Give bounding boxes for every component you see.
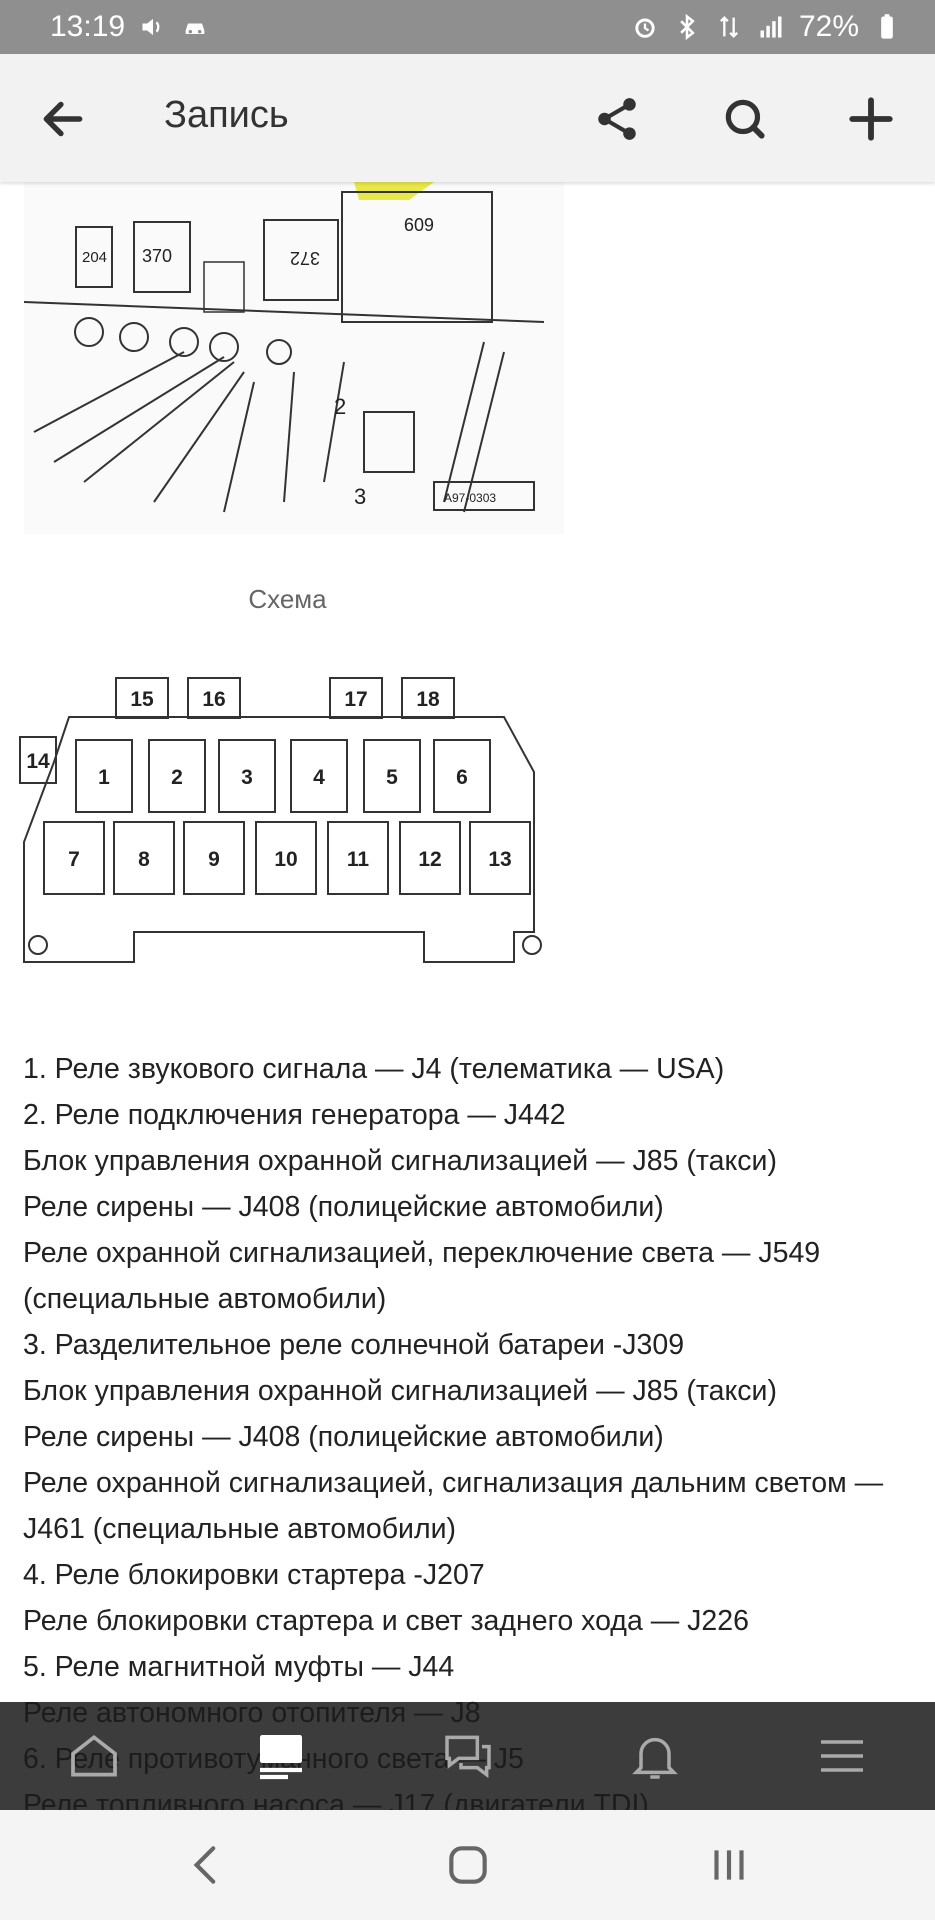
relay-box-photo [24, 182, 564, 534]
bottom-navigation [0, 1702, 935, 1810]
relay-description-list [23, 1046, 903, 1812]
photo-label-370: 370 [142, 246, 173, 266]
schema-tab-15: 15 [130, 688, 154, 711]
text-line: 3. Разделительное реле солнечной батареи -J309 [23, 1329, 685, 1361]
schema-slot-3: 3 [241, 766, 253, 789]
status-time: 13:19 [50, 10, 126, 43]
share-icon[interactable] [592, 94, 642, 144]
nav-chat[interactable] [438, 1726, 498, 1786]
plus-icon[interactable] [846, 94, 896, 144]
text-line: Блок управления охранной сигнализацией — J85 (такси) [23, 1145, 777, 1177]
schema-slot-5: 5 [386, 766, 398, 789]
signal-icon [757, 13, 785, 41]
status-bar [0, 0, 935, 54]
text-line: Реле охранной сигнализацией, сигнализация дальним светом — J461 (специальные автомобили) [23, 1467, 884, 1545]
text-line: 5. Реле магнитной муфты — J44 [23, 1651, 455, 1683]
status-bar-left [50, 10, 209, 44]
nav-feed[interactable] [251, 1726, 311, 1786]
schema-tab-18: 18 [416, 688, 440, 711]
photo-label-372: 372 [289, 248, 320, 268]
figure-caption: Схема [248, 584, 327, 614]
photo-label-204: 204 [82, 249, 108, 266]
schema-slot-8: 8 [138, 848, 150, 871]
schema-slot-6: 6 [456, 766, 468, 789]
app-bar [0, 54, 935, 182]
system-home-icon[interactable] [443, 1840, 493, 1890]
text-line: 1. Реле звукового сигнала — J4 (телематика — USA) [23, 1053, 725, 1085]
schema-slot-13: 13 [488, 848, 512, 871]
schema-slot-10: 10 [274, 848, 298, 871]
schema-slot-1: 1 [98, 766, 110, 789]
system-recents-icon[interactable] [704, 1840, 754, 1890]
bell-icon [627, 1728, 683, 1784]
data-arrows-icon [715, 13, 743, 41]
system-back-icon[interactable] [182, 1840, 232, 1890]
system-navigation-bar [0, 1810, 935, 1920]
schema-slot-4: 4 [313, 766, 325, 789]
schema-tab-17: 17 [344, 688, 368, 711]
schema-tab-14: 14 [26, 750, 50, 773]
schema-slot-11: 11 [346, 848, 370, 871]
text-line: Блок управления охранной сигнализацией — J85 (такси) [23, 1375, 777, 1407]
photo-label-code: A97-0303 [444, 491, 497, 505]
schema-slot-7: 7 [68, 848, 80, 871]
nav-menu[interactable] [812, 1726, 872, 1786]
status-bar-right [631, 10, 901, 44]
text-line: Реле сирены — J408 (полицейские автомобили) [23, 1191, 664, 1223]
alarm-icon [631, 13, 659, 41]
home-icon [66, 1728, 122, 1784]
post-content [0, 182, 935, 1812]
chat-icon [440, 1728, 496, 1784]
volume-icon [139, 13, 167, 41]
text-line: Реле охранной сигнализацией, переключение света — J549 (специальные автомобили) [23, 1237, 821, 1315]
photo-label-2: 2 [334, 394, 347, 419]
menu-icon [814, 1728, 870, 1784]
back-arrow-icon[interactable] [38, 94, 88, 144]
text-line: Реле сирены — J408 (полицейские автомобили) [23, 1421, 664, 1453]
relay-box-schema [14, 672, 566, 972]
text-line: 2. Реле подключения генератора — J442 [23, 1099, 566, 1131]
schema-slot-12: 12 [418, 848, 442, 871]
schema-slot-2: 2 [171, 766, 183, 789]
text-line: 4. Реле блокировки стартера -J207 [23, 1559, 485, 1591]
car-icon [181, 13, 209, 41]
bluetooth-icon [673, 13, 701, 41]
feed-icon [253, 1728, 309, 1784]
page-title: Запись [164, 94, 289, 136]
schema-tab-16: 16 [202, 688, 226, 711]
text-line: Реле блокировки стартера и свет заднего хода — J226 [23, 1605, 749, 1637]
battery-icon [873, 13, 901, 41]
photo-label-609: 609 [403, 214, 434, 234]
nav-home[interactable] [64, 1726, 124, 1786]
battery-percent: 72% [798, 10, 859, 43]
search-icon[interactable] [720, 94, 770, 144]
schema-slot-9: 9 [208, 848, 220, 871]
photo-label-3: 3 [354, 484, 367, 509]
nav-notifications[interactable] [625, 1726, 685, 1786]
